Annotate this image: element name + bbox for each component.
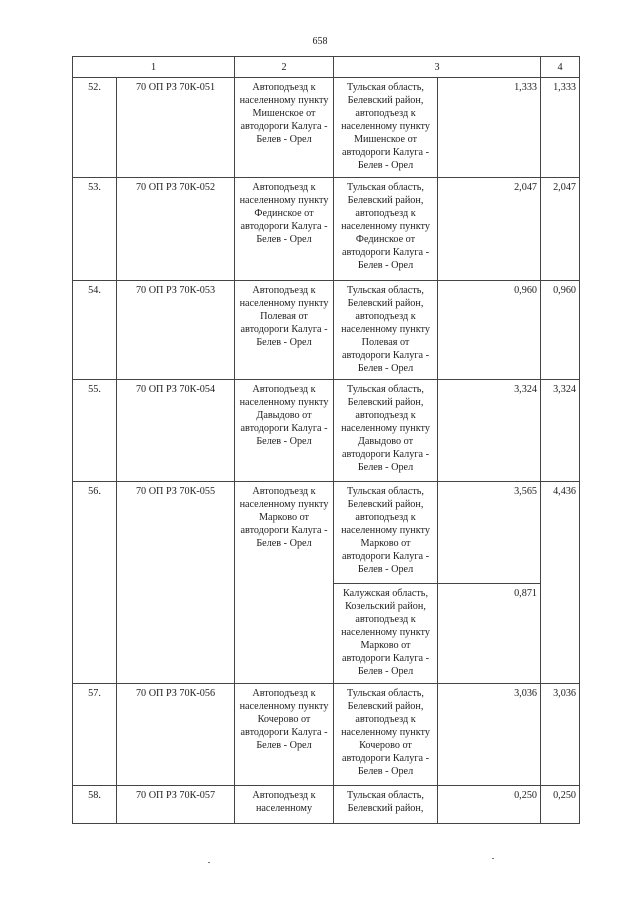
segment-location — [334, 281, 438, 380]
segment-length: 1,333 — [438, 78, 541, 178]
table-row — [73, 482, 580, 584]
segment-location-text: Тульская область, Белевский район, автоподъезд к населенному пункту Мишенское от автодороги Калуга - Белев - Орел — [341, 82, 430, 171]
row-number: 58. — [73, 786, 117, 824]
table-row — [73, 281, 580, 380]
column-header-3: 3 — [334, 57, 541, 78]
segment-location-text: Тульская область, Белевский район, автоподъезд к населенному пункту Марково от автодороги Калуга - Белев - Орел — [341, 486, 430, 575]
total-length: 4,436 — [541, 482, 580, 684]
segment-length: 3,324 — [438, 380, 541, 482]
row-number: 53. — [73, 178, 117, 281]
total-length: 3,036 — [541, 684, 580, 786]
road-code: 70 ОП РЗ 70К-053 — [117, 281, 235, 380]
column-header-row — [73, 57, 580, 78]
road-name: Автоподъезд к населенному пункту Давыдово от автодороги Калуга - Белев - Орел — [235, 380, 334, 482]
road-name: Автоподъезд к населенному пункту Марково от автодороги Калуга - Белев - Орел — [235, 482, 334, 684]
road-code: 70 ОП РЗ 70К-056 — [117, 684, 235, 786]
segment-location — [334, 380, 438, 482]
total-length: 2,047 — [541, 178, 580, 281]
road-code: 70 ОП РЗ 70К-057 — [117, 786, 235, 824]
segment-location-text: Тульская область, Белевский район, автоподъезд к населенному пункту Фединское от автодороги Калуга - Белев - Орел — [341, 182, 430, 271]
column-header-2: 2 — [235, 57, 334, 78]
page-number: 658 — [312, 36, 328, 47]
column-header-4: 4 — [541, 57, 580, 78]
segment-length: 0,960 — [438, 281, 541, 380]
road-name: Автоподъезд к населенному пункту Полевая от автодороги Калуга - Белев - Орел — [235, 281, 334, 380]
row-number: 55. — [73, 380, 117, 482]
segment-location-text: Тульская область, Белевский район, автоподъезд к населенному пункту Полевая от автодороги Калуга - Белев - Орел — [341, 285, 430, 374]
segment-length: 3,036 — [438, 684, 541, 786]
segment-location — [334, 78, 438, 178]
road-name: Автоподъезд к населенному — [235, 786, 334, 824]
table-row — [73, 380, 580, 482]
segment-location — [334, 684, 438, 786]
segment-location-text: Тульская область, Белевский район, — [347, 790, 424, 814]
segment-location — [334, 482, 438, 584]
total-length: 1,333 — [541, 78, 580, 178]
segment-location-text: Тульская область, Белевский район, автоподъезд к населенному пункту Кочерово от автодороги Калуга - Белев - Орел — [341, 688, 430, 777]
road-register-table — [72, 56, 580, 824]
segment-location — [334, 178, 438, 281]
scan-speck — [208, 862, 210, 863]
table-row — [73, 178, 580, 281]
row-number: 56. — [73, 482, 117, 684]
road-name: Автоподъезд к населенному пункту Мишенское от автодороги Калуга - Белев - Орел — [235, 78, 334, 178]
road-code: 70 ОП РЗ 70К-052 — [117, 178, 235, 281]
road-code: 70 ОП РЗ 70К-055 — [117, 482, 235, 684]
road-code: 70 ОП РЗ 70К-051 — [117, 78, 235, 178]
total-length: 0,960 — [541, 281, 580, 380]
road-name: Автоподъезд к населенному пункту Фединское от автодороги Калуга - Белев - Орел — [235, 178, 334, 281]
total-length: 0,250 — [541, 786, 580, 824]
segment-location — [334, 584, 438, 684]
road-code: 70 ОП РЗ 70К-054 — [117, 380, 235, 482]
segment-length: 0,871 — [438, 584, 541, 684]
row-number: 52. — [73, 78, 117, 178]
row-number: 57. — [73, 684, 117, 786]
table-row — [73, 78, 580, 178]
segment-location — [334, 786, 438, 824]
scan-speck — [492, 858, 494, 859]
row-number: 54. — [73, 281, 117, 380]
segment-length: 2,047 — [438, 178, 541, 281]
segment-location-text: Тульская область, Белевский район, автоподъезд к населенному пункту Давыдово от автодороги Калуга - Белев - Орел — [341, 384, 430, 473]
segment-location-text: Калужская область, Козельский район, автоподъезд к населенному пункту Марково от автодороги Калуга - Белев - Орел — [341, 588, 430, 677]
segment-length: 0,250 — [438, 786, 541, 824]
road-name: Автоподъезд к населенному пункту Кочерово от автодороги Калуга - Белев - Орел — [235, 684, 334, 786]
table-row — [73, 786, 580, 824]
total-length: 3,324 — [541, 380, 580, 482]
column-header-1: 1 — [73, 57, 235, 78]
segment-length: 3,565 — [438, 482, 541, 584]
table-row — [73, 684, 580, 786]
